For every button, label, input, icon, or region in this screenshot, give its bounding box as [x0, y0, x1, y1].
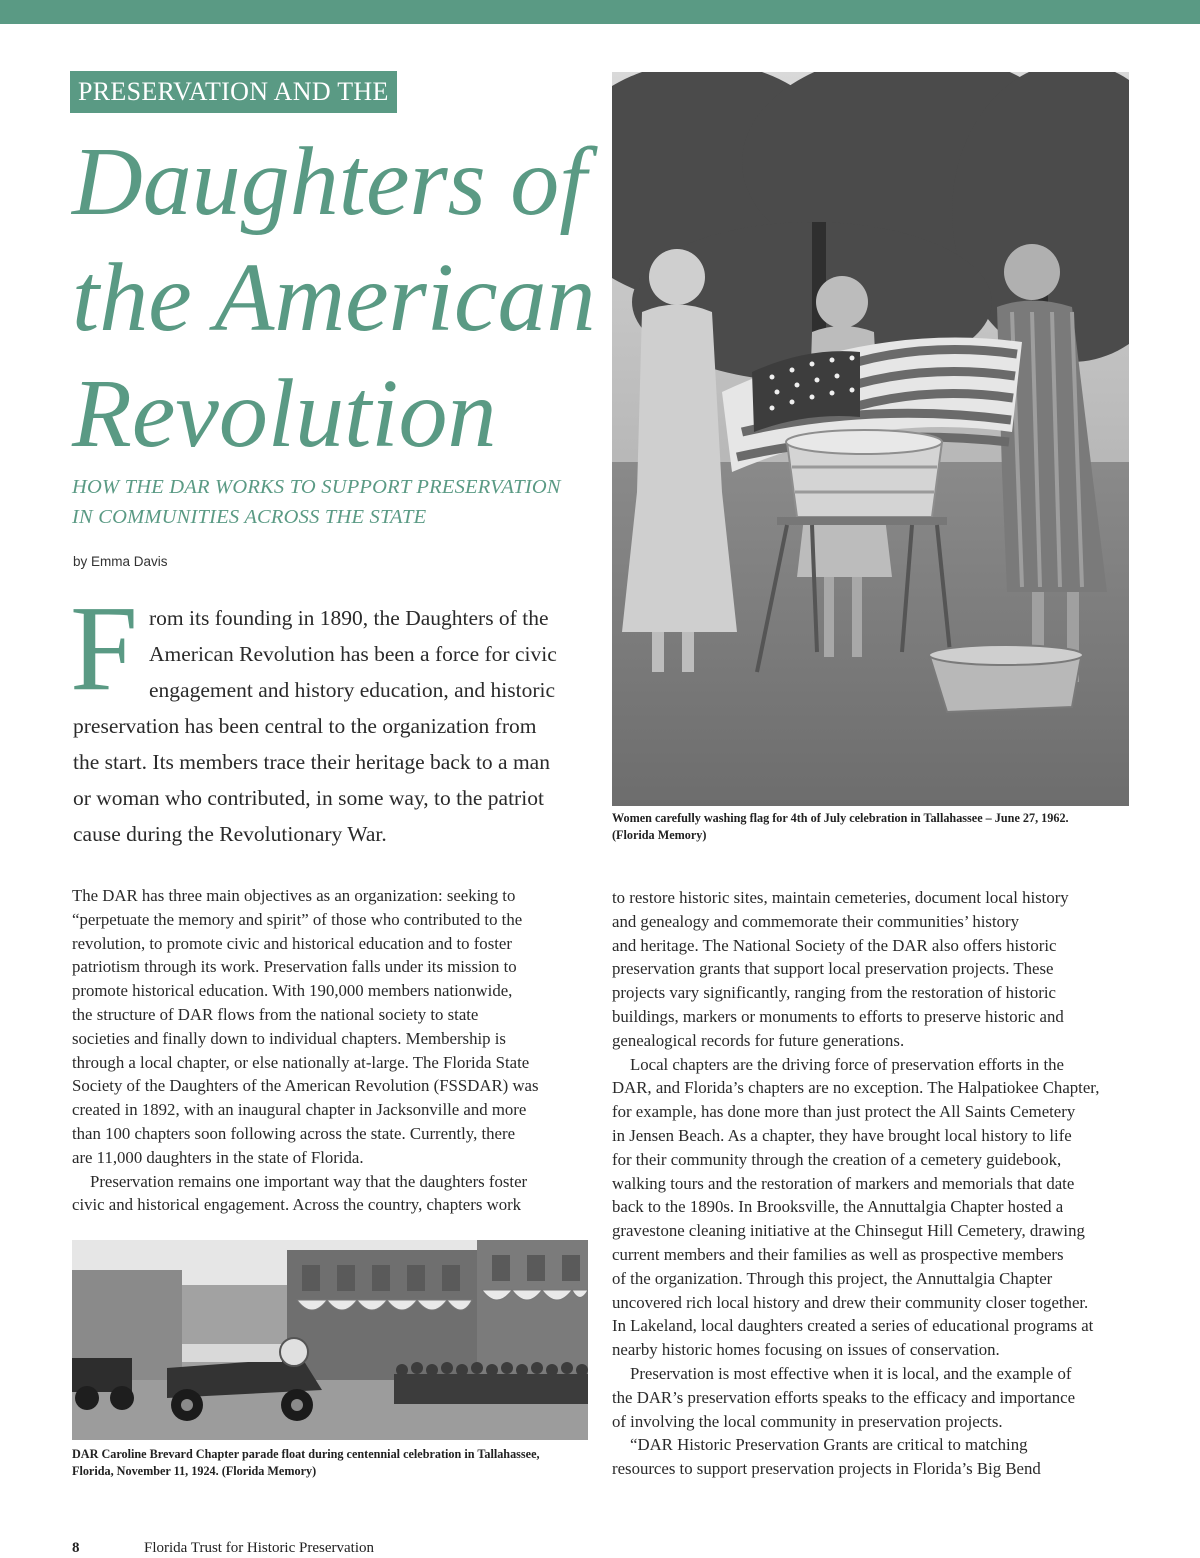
body-line: are 11,000 daughters in the state of Florida.	[72, 1147, 364, 1167]
body-line: Society of the Daughters of the American Revolution (FSSDAR) was	[72, 1076, 539, 1096]
body-line: in Jensen Beach. As a chapter, they have brought local history to life	[612, 1125, 1072, 1145]
page-number: 8	[72, 1540, 80, 1556]
body-line: preservation grants that support local preservation projects. These	[612, 959, 1054, 979]
body-line: Local chapters are the driving force of preservation efforts in the	[630, 1054, 1064, 1074]
body-line: and genealogy and commemorate their communities’ history	[612, 911, 1019, 931]
article-subtitle	[72, 472, 602, 532]
body-line: In Lakeland, local daughters created a series of educational programs at	[612, 1316, 1094, 1336]
body-column-right	[612, 886, 1140, 1481]
lede-line: the start. Its members trace their heritage back to a man	[73, 750, 550, 774]
subtitle-line: IN COMMUNITIES ACROSS THE STATE	[72, 506, 427, 528]
body-line: Preservation is most effective when it is local, and the example of	[630, 1363, 1072, 1383]
caption-line: Women carefully washing flag for 4th of July celebration in Tallahassee – June 27, 1962.	[612, 811, 1069, 825]
body-line: resources to support preservation projects in Florida’s Big Bend	[612, 1459, 1041, 1479]
body-line: promote historical education. With 190,000 members nationwide,	[72, 981, 513, 1001]
section-kicker: PRESERVATION AND THE	[70, 71, 397, 113]
parade-photo-caption	[72, 1446, 592, 1480]
body-line: created in 1892, with an inaugural chapter in Jacksonville and more	[72, 1100, 527, 1120]
body-line: societies and finally down to individual chapters. Membership is	[72, 1028, 506, 1048]
lede-line: or woman who contributed, in some way, to the patriot	[73, 786, 544, 810]
body-column-left	[72, 884, 592, 1217]
body-line: the DAR’s preservation efforts speaks to the efficacy and importance	[612, 1387, 1076, 1407]
lede-line: American Revolution has been a force for civic	[149, 642, 557, 666]
body-line: walking tours and the restoration of markers and memorials that date	[612, 1173, 1075, 1193]
body-paragraph	[612, 1362, 1140, 1433]
body-paragraph	[612, 886, 1140, 1053]
body-line: patriotism through its work. Preservation falls under its mission to	[72, 957, 517, 977]
body-line: current members and their families as well as prospective members	[612, 1244, 1064, 1264]
body-line: back to the 1890s. In Brooksville, the Annuttalgia Chapter hosted a	[612, 1197, 1064, 1217]
body-paragraph	[72, 1170, 592, 1218]
caption-line: Florida, November 11, 1924. (Florida Memory)	[72, 1464, 317, 1478]
parade-float-photo	[72, 1240, 588, 1440]
title-line: Revolution	[72, 360, 497, 468]
lede-line: engagement and history education, and historic	[149, 678, 555, 702]
body-paragraph	[72, 884, 592, 1170]
body-line: to restore historic sites, maintain cemeteries, document local history	[612, 888, 1069, 907]
body-line: genealogical records for future generations.	[612, 1030, 905, 1050]
body-line: gravestone cleaning initiative at the Chinsegut Hill Cemetery, drawing	[612, 1221, 1085, 1241]
parade-float-photo-illustration	[72, 1240, 588, 1440]
article-title	[72, 124, 602, 472]
body-line: nearby historic homes focusing on issues of conservation.	[612, 1340, 1000, 1360]
body-line: “perpetuate the memory and spirit” of those who contributed to the	[72, 909, 523, 929]
body-line: than 100 chapters soon following across the state. Currently, there	[72, 1123, 516, 1143]
body-line: and heritage. The National Society of the DAR also offers historic	[612, 935, 1057, 955]
subtitle-line: HOW THE DAR WORKS TO SUPPORT PRESERVATION	[72, 476, 561, 498]
body-line: revolution, to promote civic and historical education and to foster	[72, 933, 512, 953]
body-line: of the organization. Through this project, the Annuttalgia Chapter	[612, 1268, 1053, 1288]
body-line: projects vary significantly, ranging from the restoration of historic	[612, 983, 1056, 1003]
lede-line: rom its founding in 1890, the Daughters of the	[149, 606, 549, 630]
publication-name: Florida Trust for Historic Preservation	[144, 1540, 374, 1556]
lede-line: cause during the Revolutionary War.	[73, 822, 387, 846]
body-line: buildings, markers or monuments to efforts to preserve historic and	[612, 1006, 1064, 1026]
body-line: DAR, and Florida’s chapters are no exception. The Halpatiokee Chapter,	[612, 1078, 1100, 1098]
body-line: the structure of DAR flows from the national society to state	[72, 1004, 479, 1024]
flag-photo-caption	[612, 810, 1132, 844]
body-line: for their community through the creation of a cemetery guidebook,	[612, 1149, 1062, 1169]
body-paragraph	[612, 1053, 1140, 1362]
body-line: through a local chapter, or else nationally at-large. The Florida State	[72, 1052, 530, 1072]
body-line: “DAR Historic Preservation Grants are critical to matching	[630, 1435, 1028, 1455]
title-line: Daughters of	[72, 128, 587, 236]
top-accent-bar	[0, 0, 1200, 24]
drop-cap: F	[70, 581, 138, 716]
title-line: the American	[72, 244, 596, 352]
body-line: for example, has done more than just protect the All Saints Cemetery	[612, 1102, 1076, 1122]
caption-line: (Florida Memory)	[612, 828, 707, 842]
body-paragraph	[612, 1433, 1140, 1481]
body-line: uncovered rich local history and drew their community closer together.	[612, 1292, 1089, 1312]
body-line: civic and historical engagement. Across the country, chapters work	[72, 1195, 522, 1215]
caption-line: DAR Caroline Brevard Chapter parade float during centennial celebration in Tallahassee,	[72, 1447, 540, 1461]
lede-line: preservation has been central to the organization from	[73, 714, 537, 738]
byline: by Emma Davis	[73, 554, 168, 569]
body-line: Preservation remains one important way that the daughters foster	[90, 1171, 528, 1191]
flag-washing-photo	[612, 72, 1129, 806]
flag-washing-photo-illustration	[612, 72, 1129, 806]
body-line: The DAR has three main objectives as an organization: seeking to	[72, 886, 516, 905]
body-line: of involving the local community in preservation projects.	[612, 1411, 1003, 1431]
